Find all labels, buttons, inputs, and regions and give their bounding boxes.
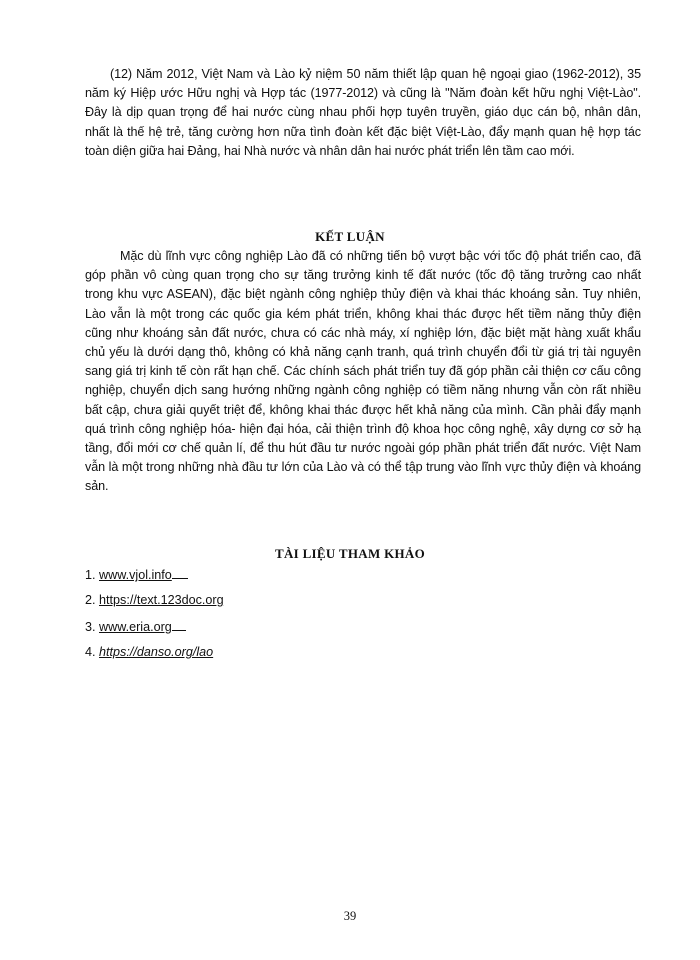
reference-number: 2.	[85, 593, 96, 607]
link-underline-trail	[172, 565, 188, 579]
reference-link-danso[interactable]: https://danso.org/lao	[99, 645, 214, 659]
reference-link-123doc[interactable]: https://text.123doc.org	[99, 593, 224, 607]
references-heading: TÀI LIỆU THAM KHẢO	[275, 546, 425, 561]
reference-link-eria[interactable]: www.eria.org	[99, 620, 172, 634]
link-underline-trail	[172, 617, 186, 631]
references-list	[85, 565, 224, 669]
intro-paragraph: (12) Năm 2012, Việt Nam và Lào kỷ niệm 50 năm thiết lập quan hệ ngoại giao (1962-2012), 35 năm ký Hiệp ước Hữu nghị và Hợp tác (1977-2012) và cũng là "Năm đoàn kết hữu nghị Việt-Lào". Đây là dịp quan trọng để hai nước cùng nhau phối hợp tuyên truyền, giáo dục cán bộ, nhân dân, nhất là thế hệ trẻ, tăng cường hơn nữa tình đoàn kết đặc biệt Việt-Lào, đẩy mạnh quan hệ hợp tác toàn diện giữa hai Đảng, hai Nhà nước và nhân dân hai nước phát triển lên tầm cao mới.	[85, 67, 641, 158]
conclusion-heading: KẾT LUẬN	[315, 229, 385, 244]
reference-item-2	[85, 591, 224, 617]
page-number: 39	[343, 909, 357, 923]
reference-number: 4.	[85, 645, 96, 659]
conclusion-paragraph: Mặc dù lĩnh vực công nghiệp Lào đã có những tiến bộ vượt bậc với tốc độ phát triển cao, đã góp phần vô cùng quan trọng cho sự tăng trưởng kinh tế đất nước (tốc độ tăng trưởng cao nhất trong khu vực ASEAN), đặc biệt ngành công nghiệp thủy điện và khai thác khoáng sản. Tuy nhiên, Lào vẫn là một trong các quốc gia kém phát triển, không khai thác được hết tiềm năng thủy điện cũng như khoáng sản đất nước, chưa có các nhà máy, xí nghiệp lớn, đặc biệt mặt hàng xuất khẩu chủ yếu là dưới dạng thô, không có khả năng cạnh tranh, quá trình chuyển đổi từ giá trị tài nguyên sang giá trị kinh tế còn rất hạn chế. Các chính sách phát triển tuy đã góp phần cải thiện cơ cấu công nghiệp, chuyển dịch sang hướng những ngành công nghiệp có tiềm năng nhưng vẫn còn rất nhiều bất cập, chưa giải quyết triệt để, không khai thác được hết khả năng của mình. Cần phải đẩy mạnh quá trình công nghiệp hóa- hiện đại hóa, cải thiện trình độ khoa học công nghệ, xây dựng cơ sở hạ tầng, đổi mới cơ chế quản lí, để thu hút đầu tư nước ngoài góp phần phát triển đất nước. Việt Nam vẫn là một trong những nhà đầu tư lớn của Lào và có thể tập trung vào lĩnh vực thủy điện và khoáng sản.	[85, 249, 641, 494]
reference-number: 3.	[85, 620, 96, 634]
reference-item-3	[85, 617, 224, 643]
reference-number: 1.	[85, 568, 96, 582]
reference-item-1	[85, 565, 224, 591]
reference-link-vjol[interactable]: www.vjol.info	[99, 568, 172, 582]
reference-item-4	[85, 643, 224, 669]
